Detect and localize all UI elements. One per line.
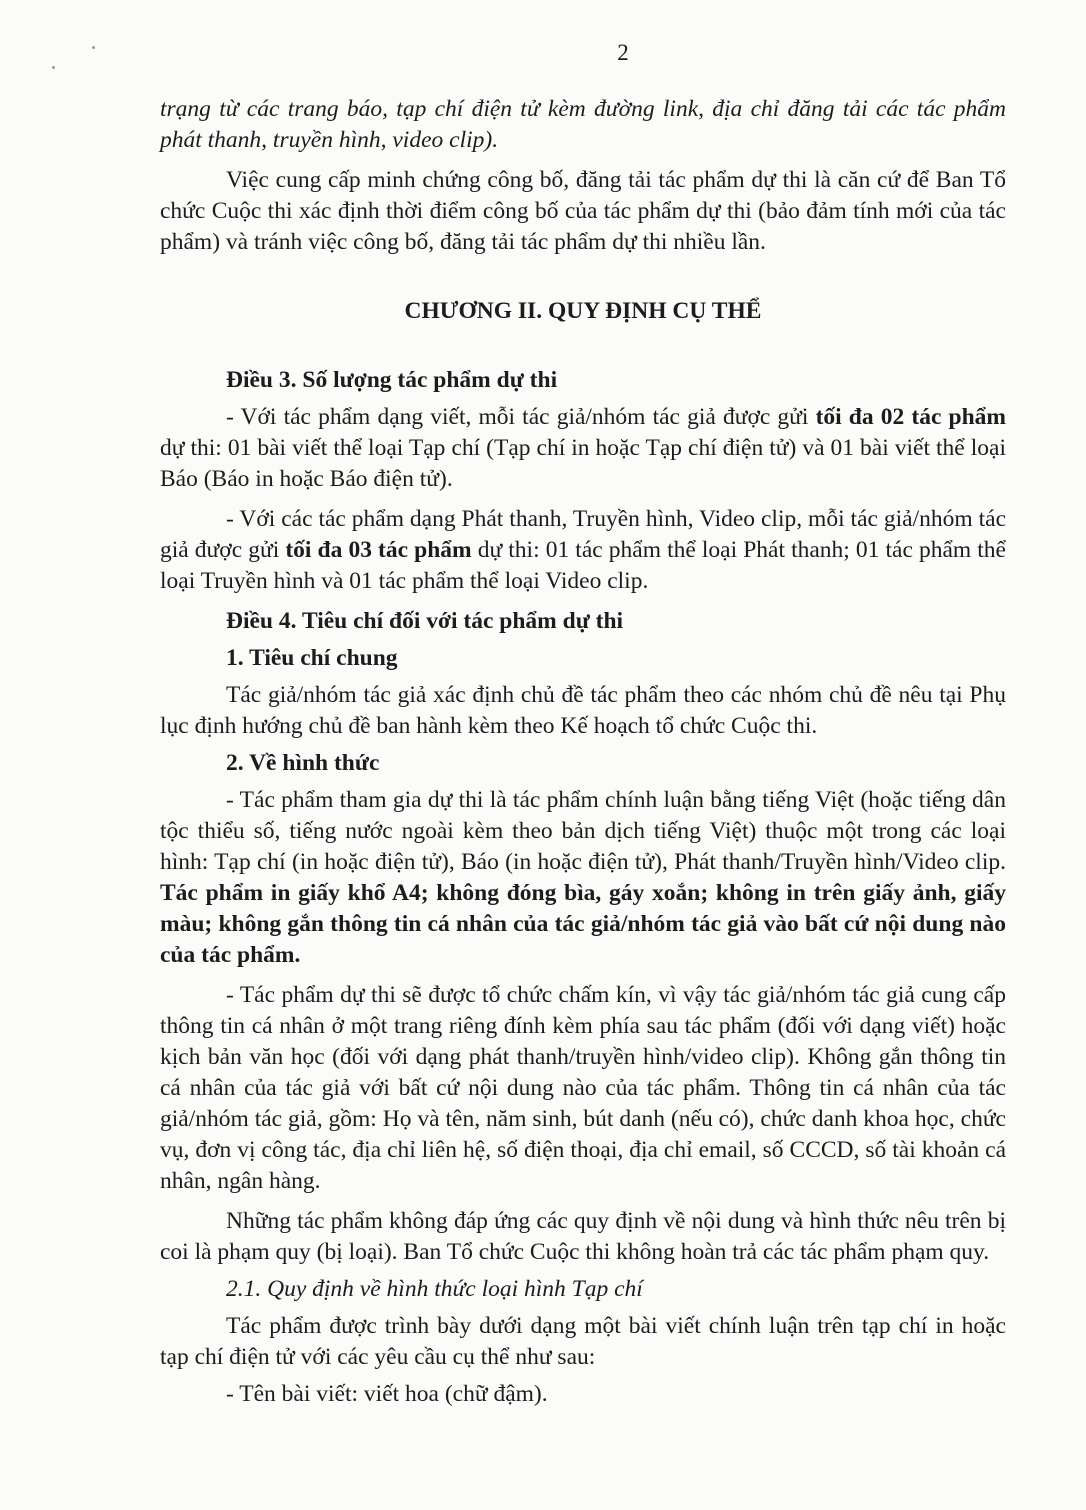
emphasis-max-three: tối đa 03 tác phẩm — [285, 537, 472, 563]
section-1-paragraph: Tác giả/nhóm tác giả xác định chủ đề tác phẩm theo các nhóm chủ đề nêu tại Phụ lục định hướng chủ đề ban hành kèm theo Kế hoạch tổ chức Cuộc thi. — [160, 682, 1006, 739]
text-run: dự thi: 01 tác phẩm thể loại Phát thanh; 01 tác phẩm thể loại Truyền hình và 01 tác phẩm thể loại Video clip. — [160, 537, 1006, 594]
page-number: 2 — [617, 40, 629, 65]
intro-paragraph-continued: trạng từ các trang báo, tạp chí điện tử kèm đường link, địa chỉ đăng tải các tác phẩm phát thanh, truyền hình, video clip). — [160, 96, 1006, 153]
article-4-heading: Điều 4. Tiêu chí đối với tác phẩm dự thi — [226, 608, 624, 634]
article-3-paragraph-written — [160, 402, 1006, 495]
section-2-1-heading: 2.1. Quy định về hình thức loại hình Tạp chí — [226, 1276, 643, 1302]
section-2-1-title-rule: - Tên bài viết: viết hoa (chữ đậm). — [226, 1381, 548, 1407]
section-2-paragraph-personal-info: - Tác phẩm dự thi sẽ được tổ chức chấm kín, vì vậy tác giả/nhóm tác giả cung cấp thông tin cá nhân ở một trang riêng đính kèm phía sau tác phẩm (đối với dạng viết) hoặc kịch bản văn học (đối với dạng phát thanh/truyền hình/video clip). Không gắn thông tin cá nhân của tác giả với bất cứ nội dung nào của tác phẩm. Thông tin cá nhân của tác giả/nhóm tác giả, gồm: Họ và tên, năm sinh, bút danh (nếu có), chức danh khoa học, chức vụ, đơn vị công tác, địa chỉ liên hệ, số điện thoại, địa chỉ email, số CCCD, số tài khoản cá nhân, ngân hàng. — [160, 982, 1006, 1194]
section-2-1-paragraph: Tác phẩm được trình bày dưới dạng một bài viết chính luận trên tạp chí in hoặc tạp chí điện tử với các yêu cầu cụ thể như sau: — [160, 1313, 1006, 1370]
emphasis-max-two: tối đa 02 tác phẩm — [815, 404, 1006, 430]
emphasis-print-requirements: Tác phẩm in giấy khổ A4; không đóng bìa, gáy xoắn; không in trên giấy ảnh, giấy màu; không gắn thông tin cá nhân của tác giả/nhóm tác giả vào bất cứ nội dung nào của tác phẩm. — [160, 880, 1006, 968]
text-run: - Với các tác phẩm dạng Phát thanh, Truyền hình, Video clip, mỗi tác giả/nhóm tác giả được gửi — [160, 506, 1006, 563]
section-1-heading: 1. Tiêu chí chung — [226, 645, 398, 671]
scan-speck — [92, 46, 95, 49]
text-run: dự thi: 01 bài viết thể loại Tạp chí (Tạp chí in hoặc Tạp chí điện tử) và 01 bài viết thể loại Báo (Báo in hoặc Báo điện tử). — [160, 435, 1006, 492]
text-run: - Với tác phẩm dạng viết, mỗi tác giả/nhóm tác giả được gửi — [226, 404, 816, 430]
section-2-paragraph-disqualification: Những tác phẩm không đáp ứng các quy định về nội dung và hình thức nêu trên bị coi là phạm quy (bị loại). Ban Tổ chức Cuộc thi không hoàn trả các tác phẩm phạm quy. — [160, 1208, 1006, 1265]
intro-paragraph-evidence: Việc cung cấp minh chứng công bố, đăng tải tác phẩm dự thi là căn cứ để Ban Tổ chức Cuộc thi xác định thời điểm công bố của tác phẩm dự thi (bảo đảm tính mới của tác phẩm) và tránh việc công bố, đăng tải tác phẩm dự thi nhiều lần. — [160, 167, 1006, 255]
article-3-paragraph-broadcast — [160, 504, 1006, 597]
text-run: - Tác phẩm tham gia dự thi là tác phẩm chính luận bằng tiếng Việt (hoặc tiếng dân tộc thiểu số, tiếng nước ngoài kèm theo bản dịch tiếng Việt) thuộc một trong các loại hình: Tạp chí (in hoặc điện tử), Báo (in hoặc điện tử), Phát thanh/Truyền hình/Video clip. — [160, 787, 1006, 875]
scan-speck — [52, 66, 55, 69]
chapter-title: CHƯƠNG II. QUY ĐỊNH CỤ THỂ — [404, 298, 762, 324]
section-2-paragraph-format — [160, 785, 1006, 971]
section-2-heading: 2. Về hình thức — [226, 750, 380, 776]
article-3-heading: Điều 3. Số lượng tác phẩm dự thi — [226, 367, 558, 393]
